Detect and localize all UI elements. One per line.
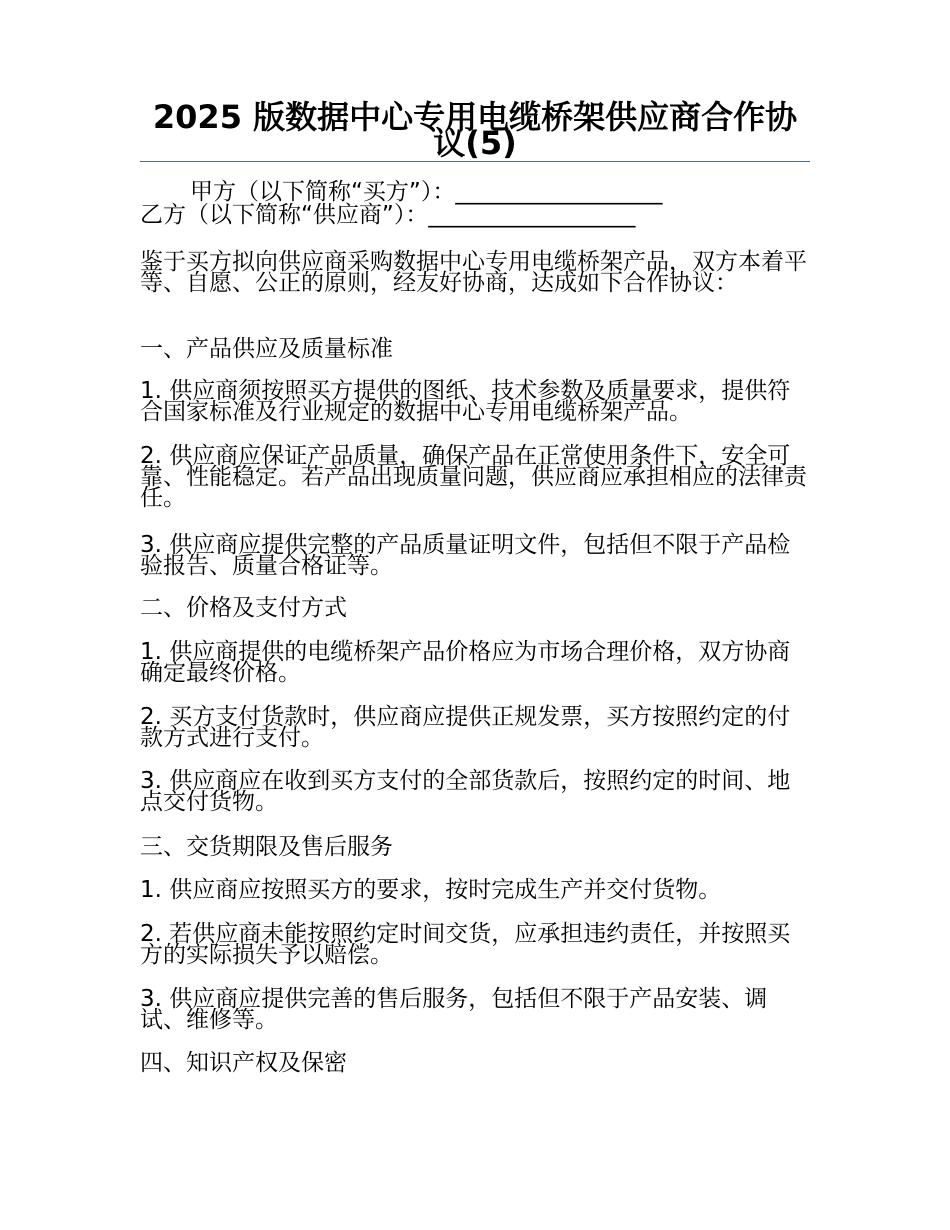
document-title: 2025 版数据中心专用电缆桥架供应商合作协议(5) bbox=[152, 98, 798, 162]
title-underline bbox=[140, 161, 810, 162]
preamble-paragraph: 鉴于买方拟向供应商采购数据中心专用电缆桥架产品，双方本着平等、自愿、公正的原则，经友好协商，达成如下合作协议： bbox=[140, 249, 807, 296]
section-2-item-3: 3. 供应商应在收到买方支付的全部货款后，按照约定的时间、地点交付货物。 bbox=[140, 768, 791, 815]
section-2-item-1: 1. 供应商提供的电缆桥架产品价格应为市场合理价格，双方协商确定最终价格。 bbox=[140, 639, 791, 686]
section-3-item-3: 3. 供应商应提供完善的售后服务，包括但不限于产品安装、调试、维修等。 bbox=[140, 986, 768, 1033]
section-2-item-2: 2. 买方支付货款时，供应商应提供正规发票，买方按照约定的付款方式进行支付。 bbox=[140, 704, 791, 751]
section-1-item-3: 3. 供应商应提供完整的产品质量证明文件，包括但不限于产品检验报告、质量合格证等。 bbox=[140, 532, 791, 579]
section-1-item-1: 1. 供应商须按照买方提供的图纸、技术参数及质量要求，提供符合国家标准及行业规定的数据中心专用电缆桥架产品。 bbox=[140, 378, 791, 425]
party-a-line: 甲方（以下简称“买方”）：__________________ bbox=[190, 179, 663, 205]
section-heading-1: 一、产品供应及质量标准 bbox=[140, 336, 393, 362]
section-3-item-1: 1. 供应商应按照买方的要求，按时完成生产并交付货物。 bbox=[140, 877, 722, 903]
section-3-item-2: 2. 若供应商未能按照约定时间交货，应承担违约责任，并按照买方的实际损失予以赔偿。 bbox=[140, 921, 791, 968]
section-heading-2: 二、价格及支付方式 bbox=[140, 595, 347, 621]
party-b-line: 乙方（以下简称“供应商”）：__________________ bbox=[140, 202, 636, 228]
section-1-item-2: 2. 供应商应保证产品质量，确保产品在正常使用条件下，安全可靠、性能稳定。若产品出现质量问题，供应商应承担相应的法律责任。 bbox=[140, 443, 807, 511]
section-heading-3: 三、交货期限及售后服务 bbox=[140, 834, 393, 860]
section-heading-4: 四、知识产权及保密 bbox=[140, 1050, 347, 1076]
